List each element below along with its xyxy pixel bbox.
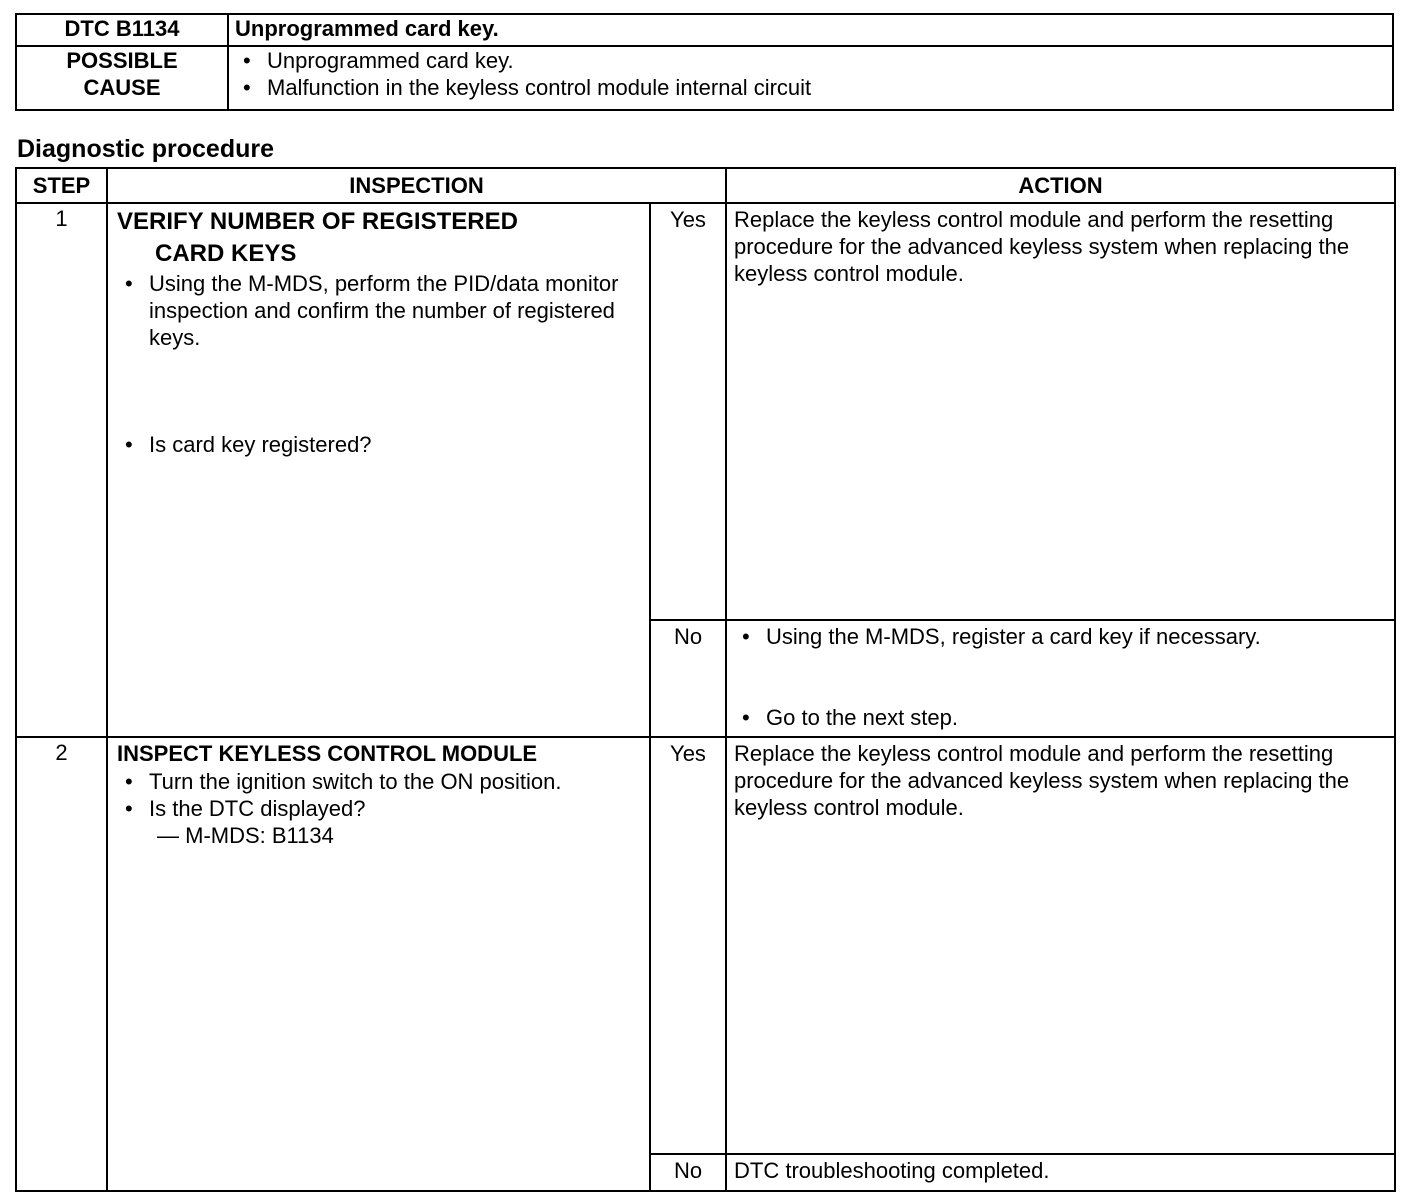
- possible-cause-label-line1: POSSIBLE: [66, 48, 178, 73]
- action-item: • Using the M-MDS, register a card key if necessary.: [734, 623, 1386, 650]
- possible-cause-label: [16, 46, 228, 110]
- possible-cause-list: [235, 47, 1386, 101]
- header-inspection: INSPECTION: [107, 168, 726, 203]
- step-number: 2: [16, 737, 107, 1191]
- step-number: 1: [16, 203, 107, 737]
- spacer: [117, 351, 641, 431]
- possible-cause-label-line2: CAUSE: [83, 75, 161, 100]
- no-label: No: [650, 620, 726, 737]
- dtc-code-row: [16, 14, 1393, 46]
- step-title: INSPECT KEYLESS CONTROL MODULE: [117, 741, 538, 766]
- inspection-item: • Using the M-MDS, perform the PID/data monitor inspection and confirm the number of registered keys.: [117, 270, 641, 351]
- dtc-info-table: [15, 13, 1394, 111]
- spacer: [734, 650, 1386, 704]
- possible-cause-row: [16, 46, 1393, 110]
- yes-action: Replace the keyless control module and perform the resetting procedure for the advanced keyless system when replacing the keyless control module.: [726, 203, 1395, 620]
- step-title: VERIFY NUMBER OF REGISTERED: [117, 208, 518, 235]
- action-item: • Go to the next step.: [734, 704, 1386, 731]
- inspection-list: [117, 431, 641, 458]
- step-inspection: [107, 203, 650, 737]
- possible-cause-list-cell: [228, 46, 1393, 110]
- inspection-question: • Is card key registered?: [117, 431, 641, 458]
- header-step: STEP: [16, 168, 107, 203]
- yes-label: Yes: [650, 737, 726, 1154]
- possible-cause-item: • Malfunction in the keyless control module internal circuit: [235, 74, 1386, 101]
- yes-label: Yes: [650, 203, 726, 620]
- step-inspection: [107, 737, 650, 1191]
- diagnostic-procedure-table: [15, 167, 1396, 1192]
- inspection-list: [117, 270, 641, 351]
- step-title-continued: CARD KEYS: [155, 240, 297, 267]
- action-list: [734, 704, 1386, 731]
- table-row: [16, 737, 1395, 1154]
- header-action: ACTION: [726, 168, 1395, 203]
- inspection-sub-item: — M-MDS: B1134: [157, 823, 334, 848]
- action-list: [734, 623, 1386, 650]
- section-title: Diagnostic procedure: [17, 135, 274, 163]
- table-header-row: [16, 168, 1395, 203]
- no-action: [726, 620, 1395, 737]
- no-action: DTC troubleshooting completed.: [726, 1154, 1395, 1191]
- yes-action: Replace the keyless control module and perform the resetting procedure for the advanced keyless system when replacing the keyless control module.: [726, 737, 1395, 1154]
- inspection-list: [117, 768, 641, 822]
- table-row: [16, 203, 1395, 620]
- dtc-code-label: DTC B1134: [16, 14, 228, 46]
- possible-cause-item: • Unprogrammed card key.: [235, 47, 1386, 74]
- inspection-item: • Turn the ignition switch to the ON position.: [117, 768, 641, 795]
- no-label: No: [650, 1154, 726, 1191]
- dtc-description: Unprogrammed card key.: [228, 14, 1393, 46]
- inspection-question: • Is the DTC displayed?: [117, 795, 641, 822]
